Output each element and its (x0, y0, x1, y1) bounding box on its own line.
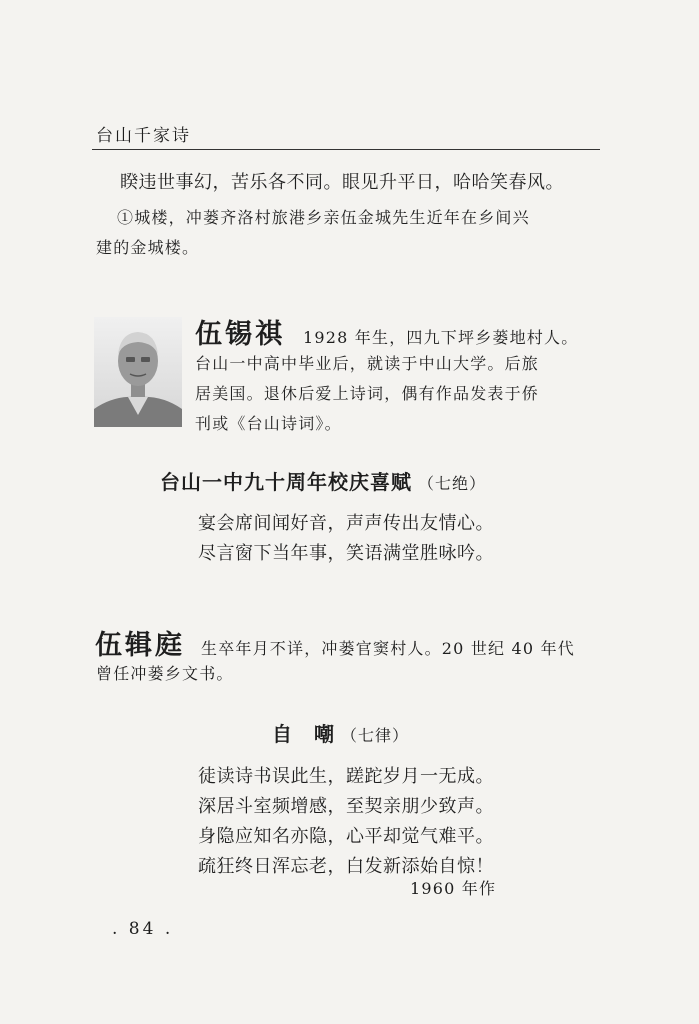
author-1-bio-line: 刊或《台山诗词》。 (195, 414, 342, 433)
author-2-first-line (95, 623, 575, 662)
author-2-bio-first: 生卒年月不详，冲蒌官窦村人。20 世纪 40 年代 (201, 639, 575, 658)
header-rule (92, 149, 600, 150)
poem-2-heading (272, 718, 409, 747)
poem-2-line: 徒读诗书误此生，蹉跎岁月一无成。 (198, 766, 494, 787)
author-portrait (94, 317, 182, 427)
poem-1-line: 尽言窗下当年事，笑语满堂胜咏吟。 (198, 543, 494, 564)
running-head: 台山千家诗 (96, 126, 191, 146)
poem-1-form: （七绝） (418, 474, 487, 493)
footnote-line-1: ①城楼，冲蒌齐洛村旅港乡亲伍金城先生近年在乡间兴 (117, 208, 530, 227)
author-1-bio-line: 居美国。退休后爱上诗词，偶有作品发表于侨 (195, 384, 540, 403)
poem-2-date: 1960 年作 (410, 879, 497, 898)
poem-2-form: （七律） (341, 726, 410, 745)
poem-2-line: 身隐应知名亦隐，心平却觉气难平。 (198, 826, 494, 847)
poem-2-line: 疏狂终日浑忘老，白发新添始自惊！ (198, 856, 494, 877)
poem-2-line: 深居斗室频增感，至契亲朋少致声。 (198, 796, 494, 817)
author-2-bio-line: 曾任冲蒌乡文书。 (96, 664, 234, 683)
poem-1-heading (160, 466, 486, 495)
author-1-first-line (195, 312, 578, 351)
poem-1-title: 台山一中九十周年校庆喜赋 (160, 470, 412, 494)
author-1-bio-first: 1928 年生，四九下坪乡蒌地村人。 (303, 328, 579, 347)
poem-2-title: 自 嘲 (272, 722, 335, 746)
author-2-name: 伍辑庭 (95, 630, 185, 661)
poem-1-line: 宴会席间闻好音，声声传出友情心。 (198, 513, 494, 534)
author-1-bio-line: 台山一中高中毕业后，就读于中山大学。后旅 (195, 354, 540, 373)
author-1-name: 伍锡祺 (195, 319, 285, 350)
footnote-line-2: 建的金城楼。 (96, 238, 200, 257)
page-number: . 84 . (112, 919, 174, 939)
previous-poem-line: 睽违世事幻，苦乐各不同。眼见升平日，哈哈笑春风。 (120, 172, 564, 193)
